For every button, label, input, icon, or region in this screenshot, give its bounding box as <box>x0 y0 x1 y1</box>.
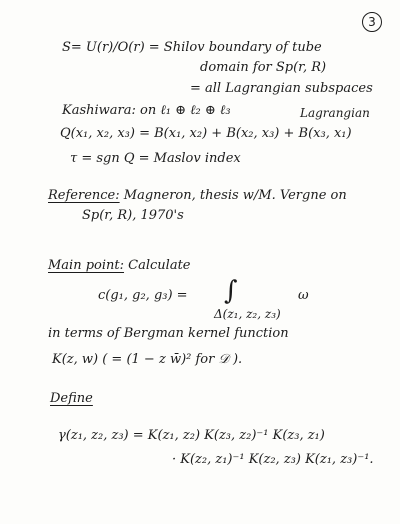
line-sp-1970s: Sp(r, R), 1970's <box>82 208 184 223</box>
line-cocycle: c(g₁, g₂, g₃) = <box>98 288 188 303</box>
integral-sign: ∫ <box>224 276 238 306</box>
line-quadratic-form: Q(x₁, x₂, x₃) = B(x₁, x₂) + B(x₂, x₃) + B(x₃, x₁) <box>60 126 352 141</box>
main-point-heading: Main point: <box>48 258 125 273</box>
line-lagrangian-subspaces: = all Lagrangian subspaces <box>190 81 373 96</box>
line-domain: domain for Sp(r, R) <box>200 60 327 75</box>
integral-domain: Δ(z₁, z₂, z₃) <box>214 307 281 321</box>
line-gamma-continued: · K(z₂, z₁)⁻¹ K(z₂, z₃) K(z₁, z₃)⁻¹. <box>172 452 374 467</box>
reference-heading: Reference: <box>48 188 120 203</box>
reference-text: Magneron, thesis w/M. Vergne on <box>119 188 347 203</box>
line-gamma-definition: γ(z₁, z₂, z₃) = K(z₁, z₂) K(z₃, z₂)⁻¹ K(z₃, z₁) <box>58 428 325 443</box>
line-kernel-formula: K(z, w) ( = (1 − z w̄)² for 𝒟 ). <box>52 352 243 367</box>
line-maslov-index: τ = sgn Q = Maslov index <box>70 151 241 166</box>
line-bergman: in terms of Bergman kernel function <box>48 326 289 341</box>
line-kashiwara: Kashiwara: on ℓ₁ ⊕ ℓ₂ ⊕ ℓ₃ <box>62 103 231 118</box>
line-shilov: S= U(r)/O(r) = Shilov boundary of tube <box>62 40 322 55</box>
label-lagrangian: Lagrangian <box>300 106 370 120</box>
page-number: 3 <box>362 12 382 32</box>
integrand-omega: ω <box>298 288 309 303</box>
main-point-text: Calculate <box>124 258 191 273</box>
define-heading: Define <box>50 391 93 406</box>
